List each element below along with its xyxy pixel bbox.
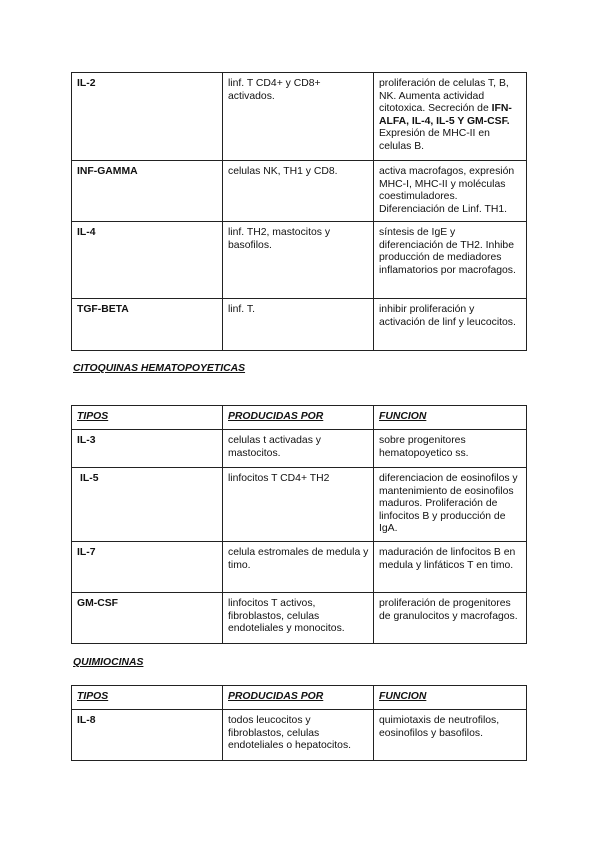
- producing-cells: linfocitos T activos, fibroblastos, celulas endoteliales y monocitos.: [223, 593, 374, 644]
- cytokine-function: inhibir proliferación y activación de linf y leucocitos.: [374, 299, 527, 351]
- table-row: [72, 468, 527, 542]
- producing-cells: linf. TH2, mastocitos y basofilos.: [223, 222, 374, 299]
- function-text-end: Expresión de MHC-II en celulas B.: [379, 128, 490, 152]
- table-row: [72, 299, 527, 351]
- cytokine-function: [374, 73, 527, 161]
- column-header-funcion: FUNCION: [374, 406, 527, 430]
- cytokine-function: síntesis de IgE y diferenciación de TH2. Inhibe producción de mediadores inflamatorios por macrofagos.: [374, 222, 527, 299]
- cytokine-name: IL-5: [72, 468, 223, 542]
- function-bold-text: IFN-ALFA, IL-4, IL-5 Y GM-CSF.: [379, 103, 512, 127]
- cytokine-function: sobre progenitores hematopoyetico ss.: [374, 430, 527, 468]
- column-header-tipos: TIPOS: [72, 686, 223, 710]
- cytokine-function: proliferación de progenitores de granulocitos y macrofagos.: [374, 593, 527, 644]
- cytokine-function: quimiotaxis de neutrofilos, eosinofilos y basofilos.: [374, 710, 527, 761]
- cytokine-name: IL-3: [72, 430, 223, 468]
- cytokine-name: IL-4: [72, 222, 223, 299]
- section-title-chemokines: QUIMIOCINAS: [73, 657, 144, 668]
- column-header-funcion: FUNCION: [374, 686, 527, 710]
- cytokine-name: GM-CSF: [72, 593, 223, 644]
- function-text: proliferación de celulas T, B, NK. Aumenta actividad citotoxica. Secreción de: [379, 78, 509, 114]
- table-row: [72, 710, 527, 761]
- cytokine-function: activa macrofagos, expresión MHC-I, MHC-II y moléculas coestimuladores. Diferenciación de Linf. TH1.: [374, 161, 527, 222]
- cytokine-function: diferenciacion de eosinofilos y mantenimiento de eosinofilos maduros. Proliferación de linfocitos B y producción de IgA.: [374, 468, 527, 542]
- producing-cells: celulas t activadas y mastocitos.: [223, 430, 374, 468]
- table-row: [72, 430, 527, 468]
- producing-cells: linfocitos T CD4+ TH2: [223, 468, 374, 542]
- table-row: [72, 593, 527, 644]
- cytokine-name: TGF-BETA: [72, 299, 223, 351]
- section-title-hematopoietic: CITOQUINAS HEMATOPOYETICAS: [73, 363, 246, 374]
- column-header-producidas: PRODUCIDAS POR: [223, 686, 374, 710]
- producing-cells: linf. T CD4+ y CD8+ activados.: [223, 73, 374, 161]
- cytokine-table: [71, 72, 527, 351]
- cytokine-name: INF-GAMMA: [72, 161, 223, 222]
- table-row: [72, 73, 527, 161]
- hematopoietic-cytokine-table: [71, 405, 527, 644]
- table-row: [72, 542, 527, 593]
- cytokine-name: IL-7: [72, 542, 223, 593]
- table-header-row: [72, 686, 527, 710]
- column-header-tipos: TIPOS: [72, 406, 223, 430]
- column-header-producidas: PRODUCIDAS POR: [223, 406, 374, 430]
- producing-cells: linf. T.: [223, 299, 374, 351]
- producing-cells: todos leucocitos y fibroblastos, celulas endoteliales o hepatocitos.: [223, 710, 374, 761]
- cytokine-name: IL-2: [72, 73, 223, 161]
- table-row: [72, 222, 527, 299]
- producing-cells: celula estromales de medula y timo.: [223, 542, 374, 593]
- producing-cells: celulas NK, TH1 y CD8.: [223, 161, 374, 222]
- cytokine-name: IL-8: [72, 710, 223, 761]
- cytokine-function: maduración de linfocitos B en medula y linfáticos T en timo.: [374, 542, 527, 593]
- table-row: [72, 161, 527, 222]
- table-header-row: [72, 406, 527, 430]
- chemokine-table: [71, 685, 527, 761]
